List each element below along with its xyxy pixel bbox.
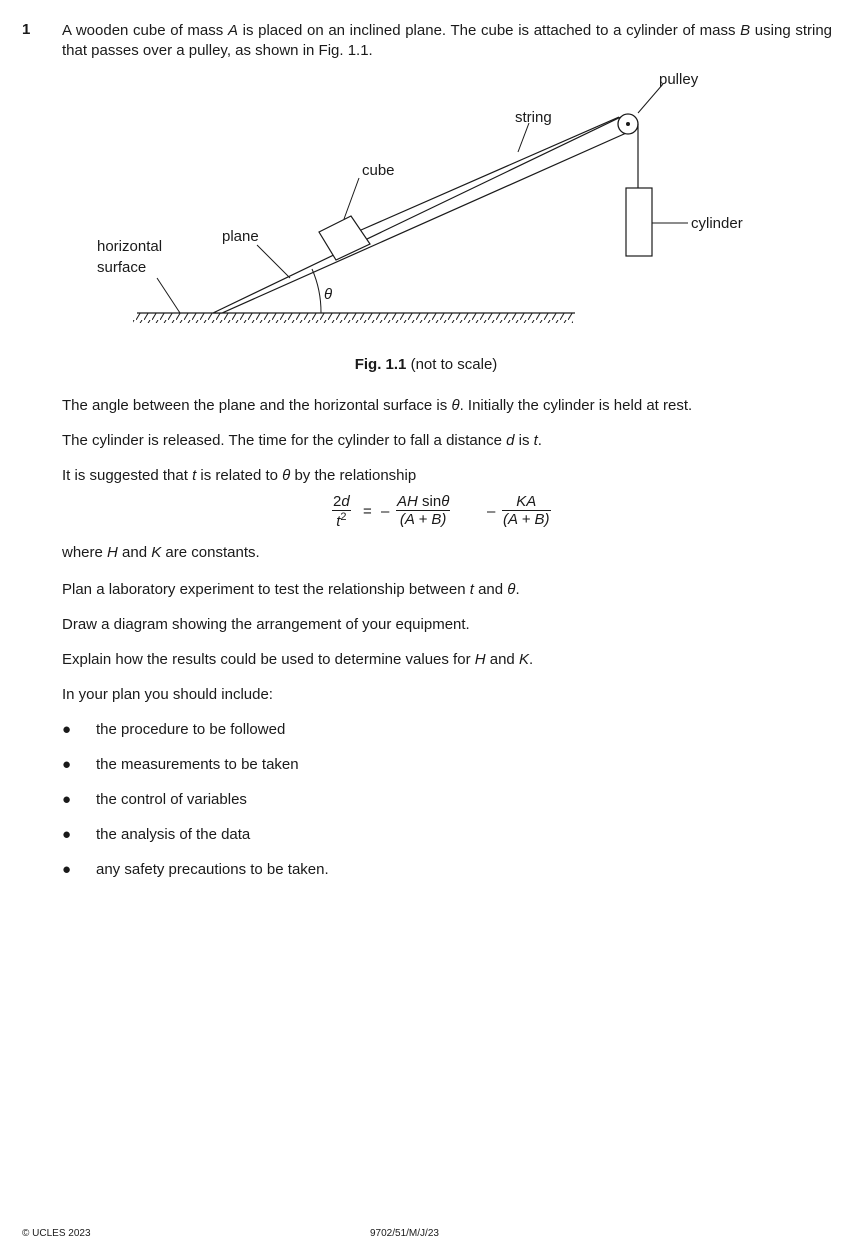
text-include: In your plan you should include: (62, 686, 273, 703)
text-plan: Plan a laboratory experiment to test the relationship between t and θ. (62, 581, 520, 598)
text-explain: Explain how the results could be used to determine values for H and K. (62, 651, 534, 668)
footer-paper-code: 9702/51/M/J/23 (370, 1228, 439, 1239)
pulley (618, 114, 638, 134)
formula-term-2: $\frac{KA}{(A + B)}$ (503, 493, 550, 528)
bullet-item: the control of variables (96, 791, 247, 808)
bullet-marker: ● (62, 721, 72, 738)
horizontal-surface (133, 313, 575, 323)
bullet-marker: ● (62, 756, 72, 773)
text-draw: Draw a diagram showing the arrangement of your equipment. (62, 616, 470, 633)
formula-minus-2: – (487, 503, 496, 520)
string-on-slope (361, 117, 619, 230)
label-cylinder: cylinder (691, 215, 743, 232)
bullet-marker: ● (62, 826, 72, 843)
cylinder (626, 188, 652, 256)
figure-1-1-diagram (0, 0, 852, 345)
bullet-item: the measurements to be taken (96, 756, 299, 773)
formula-lhs: $\frac{2d}{t^2}$ (333, 493, 350, 530)
text-angle: The angle between the plane and the horizontal surface is θ. Initially the cylinder is held at rest. (62, 397, 693, 414)
formula-minus-1: – (381, 503, 390, 520)
label-theta: θ (324, 286, 333, 303)
bullet-marker: ● (62, 791, 72, 808)
text-where: where H and K are constants. (62, 544, 260, 561)
bullet-item: the analysis of the data (96, 826, 251, 843)
relationship-formula (0, 493, 852, 533)
text-released: The cylinder is released. The time for the cylinder to fall a distance d is t. (62, 432, 542, 449)
formula-term-1: $\frac{\text{AH sinθ}}{(A + B)}$ (397, 493, 450, 528)
label-horizontal: horizontal (97, 238, 163, 255)
bullet-item: any safety precautions to be taken. (96, 861, 329, 878)
cube (319, 216, 370, 260)
angle-arc (312, 269, 321, 313)
bullet-item: the procedure to be followed (96, 721, 286, 738)
inclined-plane (213, 115, 633, 313)
figure-caption: Fig. 1.1 (not to scale) (354, 356, 498, 373)
label-string: string (515, 109, 552, 126)
bullet-marker: ● (62, 861, 72, 878)
formula-equals: = (363, 503, 372, 520)
text-suggested: It is suggested that t is related to θ by the relationship (62, 467, 417, 484)
question-number: 1 (22, 21, 31, 38)
label-pulley: pulley (659, 71, 699, 88)
label-plane: plane (222, 228, 259, 245)
label-cube: cube (362, 162, 395, 179)
footer-copyright: © UCLES 2023 (22, 1228, 91, 1239)
label-surface: surface (97, 259, 147, 276)
question-intro: A wooden cube of mass A is placed on an inclined plane. The cube is attached to a cylinder of mass B using string that passes over a pulley, as shown in Fig. 1.1. (62, 22, 833, 59)
